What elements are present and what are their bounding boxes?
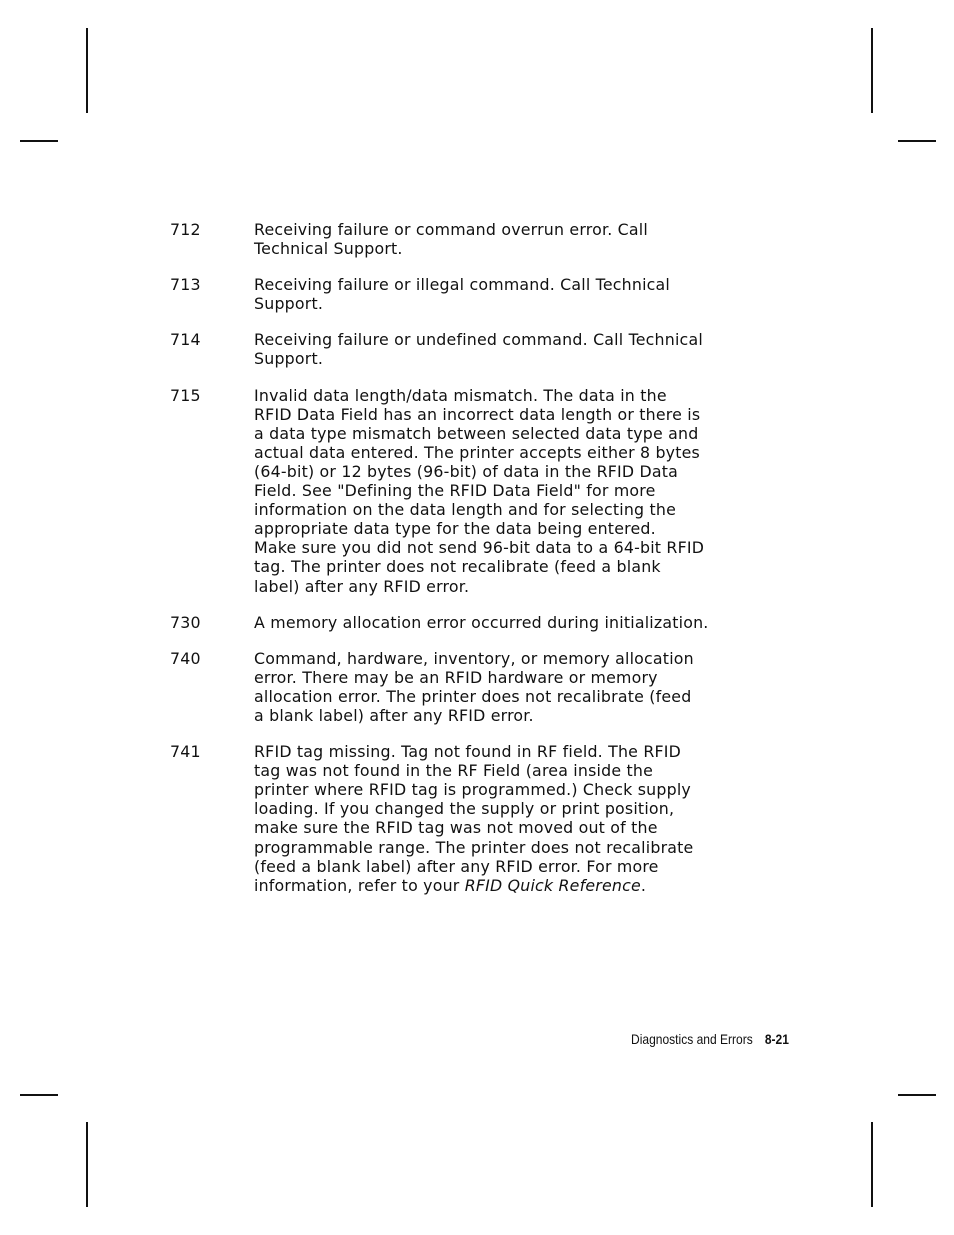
crop-mark: [871, 28, 873, 113]
error-code: 713: [170, 275, 201, 295]
description-line: Make sure you did not send 96-bit data to a 64-bit RFID: [254, 538, 705, 558]
description-line: loading. If you changed the supply or print position,: [254, 799, 675, 819]
description-line: a data type mismatch between selected data type and: [254, 423, 699, 443]
description-line: allocation error. The printer does not recalibrate (feed: [254, 686, 692, 706]
error-entry-714: [170, 330, 750, 368]
description-line: error. There may be an RFID hardware or memory: [254, 667, 658, 687]
description-line: printer where RFID tag is programmed.) Check supply: [254, 780, 691, 800]
error-code-list: [170, 220, 750, 912]
line-prefix: information, refer to your: [254, 875, 465, 895]
page-number: 8-21: [764, 1031, 789, 1047]
rfid-quick-reference-title: RFID Quick Reference: [464, 875, 641, 895]
error-description: [254, 386, 750, 596]
error-description: [254, 330, 750, 368]
description-line: [254, 876, 750, 895]
error-description: [254, 742, 750, 895]
description-line: Support.: [254, 349, 324, 369]
error-entry-741: [170, 742, 750, 895]
description-line: actual data entered. The printer accepts either 8 bytes: [254, 442, 700, 462]
description-line: Receiving failure or undefined command. Call Technical: [254, 330, 703, 350]
description-line: Command, hardware, inventory, or memory allocation: [254, 648, 694, 668]
crop-mark: [86, 28, 88, 113]
error-entry-712: [170, 220, 750, 258]
error-code: 714: [170, 330, 201, 350]
line-suffix: .: [640, 875, 647, 895]
error-code: 712: [170, 220, 201, 239]
description-line: appropriate data type for the data being entered.: [254, 519, 656, 539]
description-line: RFID tag missing. Tag not found in RF field. The RFID: [254, 742, 682, 762]
crop-mark: [20, 1094, 58, 1096]
description-line: make sure the RFID tag was not moved out of the: [254, 818, 658, 838]
description-line: label) after any RFID error.: [254, 576, 470, 596]
crop-mark: [871, 1122, 873, 1207]
error-entry-740: [170, 649, 750, 725]
error-entry-715: [170, 386, 750, 596]
crop-mark: [898, 1094, 936, 1096]
crop-mark: [898, 140, 936, 142]
description-line: Field. See "Defining the RFID Data Field" for more: [254, 481, 656, 501]
error-description: [254, 275, 750, 313]
error-description: [254, 649, 750, 725]
description-line: Support.: [254, 294, 324, 314]
error-entry-730: [170, 613, 750, 632]
description-line: Technical Support.: [254, 239, 403, 259]
error-description: [254, 220, 750, 258]
page-footer: [631, 1031, 789, 1047]
description-line: tag. The printer does not recalibrate (feed a blank: [254, 557, 661, 577]
description-line: RFID Data Field has an incorrect data length or there is: [254, 404, 701, 424]
error-description: [254, 613, 750, 632]
crop-mark: [20, 140, 58, 142]
description-line: Invalid data length/data mismatch. The data in the: [254, 385, 667, 405]
crop-mark: [86, 1122, 88, 1207]
description-line: (feed a blank label) after any RFID error. For more: [254, 856, 659, 876]
error-code: 715: [170, 385, 201, 405]
description-line: Receiving failure or illegal command. Call Technical: [254, 275, 671, 295]
error-code: 740: [170, 648, 201, 668]
description-line: (64-bit) or 12 bytes (96-bit) of data in the RFID Data: [254, 461, 679, 481]
description-line: information on the data length and for selecting the: [254, 500, 677, 520]
error-entry-713: [170, 275, 750, 313]
description-line: A memory allocation error occurred during initialization.: [254, 612, 709, 632]
description-line: tag was not found in the RF Field (area inside the: [254, 761, 654, 781]
description-line: Receiving failure or command overrun error. Call: [254, 220, 648, 239]
error-code: 741: [170, 742, 201, 762]
description-line: a blank label) after any RFID error.: [254, 705, 534, 725]
description-line: programmable range. The printer does not recalibrate: [254, 837, 694, 857]
error-code: 730: [170, 612, 201, 632]
footer-section-title: Diagnostics and Errors: [631, 1031, 753, 1047]
